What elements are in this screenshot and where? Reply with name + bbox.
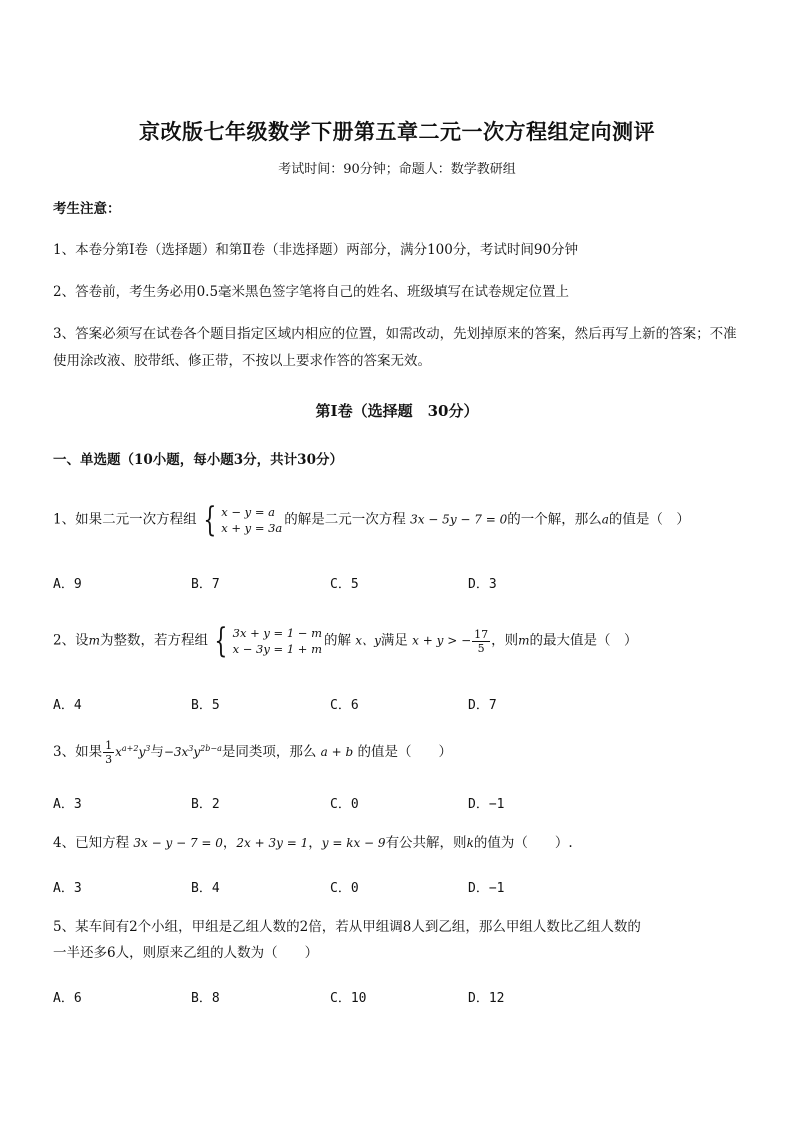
section-title: 第Ⅰ卷（选择题 30分） (315, 402, 479, 420)
q1-sys-row-1: x − y = a (221, 505, 275, 519)
q4-suffix: 的值为（ ）. (473, 835, 573, 851)
q5-option-a[interactable]: A．6 (53, 991, 82, 1006)
notice-item-3: 3、答案必须写在试卷各个题目指定区域内相应的位置，如需改动，先划掉原来的答案，然后再写上新的答案；不准使用涂改液、胶带纸、修正带，不按以上要求作答的答案无效。 (53, 326, 737, 369)
q1-mid: 的解是二元一次方程 (284, 511, 406, 528)
q2-suffix: 的最大值是（ ） (529, 632, 638, 649)
q4-eq3: y = kx − 9 (321, 836, 386, 850)
q1-suffix-b: 的值是（ ） (608, 511, 690, 528)
q1-suffix-a: 的一个解，那么 (507, 511, 602, 528)
notice-item-2: 2、答卷前，考生务必用0.5毫米黑色签字笔将自己的姓名、班级填写在试卷规定位置上 (53, 284, 570, 300)
q3-mid: 与 (150, 744, 164, 760)
q2-mid2: 的解 (324, 632, 351, 649)
q1-option-a[interactable]: A．9 (53, 577, 82, 592)
notice-heading: 考生注意： (53, 201, 121, 217)
q4-var: k (466, 836, 474, 850)
q2-equation-system: { 3x + y = 1 − m x − 3y = 1 + m (214, 621, 322, 661)
q4-option-a[interactable]: A．3 (53, 881, 82, 896)
q4-option-d[interactable]: D．−1 (468, 881, 505, 896)
q5-option-d[interactable]: D．12 (468, 991, 505, 1006)
q1-equation: 3x − 5y − 7 = 0 (410, 512, 508, 527)
part-title: 一、单选题（10小题，每小题3分，共计30分） (53, 452, 343, 468)
q3-option-d[interactable]: D．−1 (468, 797, 505, 812)
q2-sys-row-2: x − 3y = 1 + m (232, 642, 322, 656)
question-3 (53, 736, 753, 766)
q1-option-c[interactable]: C．5 (330, 577, 359, 592)
q2-option-c[interactable]: C．6 (330, 698, 359, 713)
q2-frac-den: 5 (477, 641, 485, 655)
q2-mid3: 满足 (380, 632, 408, 649)
q4-option-c[interactable]: C．0 (330, 881, 359, 896)
q1-var: a (601, 512, 609, 527)
q2-var-m2: m (518, 633, 530, 648)
q4-sep2: ， (308, 835, 322, 851)
q3-term2: $-3x^3y^{2b-a}$ (163, 744, 222, 759)
q1-option-b[interactable]: B．7 (191, 577, 220, 592)
q2-mid1: 为整数，若方程组 (99, 632, 208, 649)
q2-vars-xy: x、y (355, 633, 381, 648)
q4-eq1: 3x − y − 7 = 0 (133, 836, 223, 850)
q3-suffix: 的值是（ ） (357, 744, 452, 760)
q4-mid: 有公共解，则 (385, 835, 467, 851)
q3-fraction (103, 739, 114, 766)
notice-item-1: 1、本卷分第Ⅰ卷（选择题）和第Ⅱ卷（非选择题）两部分，满分100分，考试时间90分钟 (53, 242, 579, 258)
question-4 (53, 830, 753, 856)
q3-frac-den: 3 (105, 753, 113, 766)
q1-option-d[interactable]: D．3 (468, 577, 497, 592)
question-5-line-2: 一半还多6人，则原来乙组的人数为（ ） (53, 945, 319, 961)
q4-eq2: 2x + 3y = 1 (236, 836, 309, 850)
q4-prefix: 4、已知方程 (53, 835, 130, 851)
q3-term1: $x^{a+2}y^3$ (115, 744, 151, 759)
q2-sys-row-1: 3x + y = 1 − m (232, 626, 322, 640)
q4-option-b[interactable]: B．4 (191, 881, 220, 896)
q3-option-a[interactable]: A．3 (53, 797, 82, 812)
q2-option-b[interactable]: B．5 (191, 698, 220, 713)
q1-prefix: 1、如果二元一次方程组 (53, 511, 197, 528)
q3-prefix: 3、如果 (53, 744, 103, 760)
question-5-line-1: 5、某车间有2个小组，甲组是乙组人数的2倍，若从甲组调8人到乙组，那么甲组人数比乙组人数的 (53, 919, 641, 935)
q2-option-a[interactable]: A．4 (53, 698, 82, 713)
q2-inequality: x + y > − (412, 633, 472, 648)
question-1 (53, 500, 753, 540)
q1-equation-system: { x − y = a x + y = 3a (202, 500, 283, 540)
q3-expr: a + b (320, 745, 354, 759)
q2-option-d[interactable]: D．7 (468, 698, 497, 713)
q3-mid2: 是同类项，那么 (221, 744, 317, 760)
page-title: 京改版七年级数学下册第五章二元一次方程组定向测评 (139, 119, 655, 144)
q3-frac-num: 1 (105, 739, 113, 752)
q1-sys-row-2: x + y = 3a (221, 521, 283, 535)
q2-frac-num: 17 (474, 627, 489, 641)
q2-var-m: m (88, 633, 100, 648)
q3-option-c[interactable]: C．0 (330, 797, 359, 812)
q5-option-b[interactable]: B．8 (191, 991, 220, 1006)
page-subtitle: 考试时间：90分钟；命题人：数学教研组 (278, 162, 516, 177)
q2-fraction (472, 628, 490, 655)
q2-prefix: 2、设 (53, 632, 89, 649)
q4-sep1: ， (222, 835, 237, 851)
question-2 (53, 621, 753, 661)
q5-option-c[interactable]: C．10 (330, 991, 367, 1006)
q3-option-b[interactable]: B．2 (191, 797, 220, 812)
q2-mid4: ，则 (491, 632, 519, 649)
